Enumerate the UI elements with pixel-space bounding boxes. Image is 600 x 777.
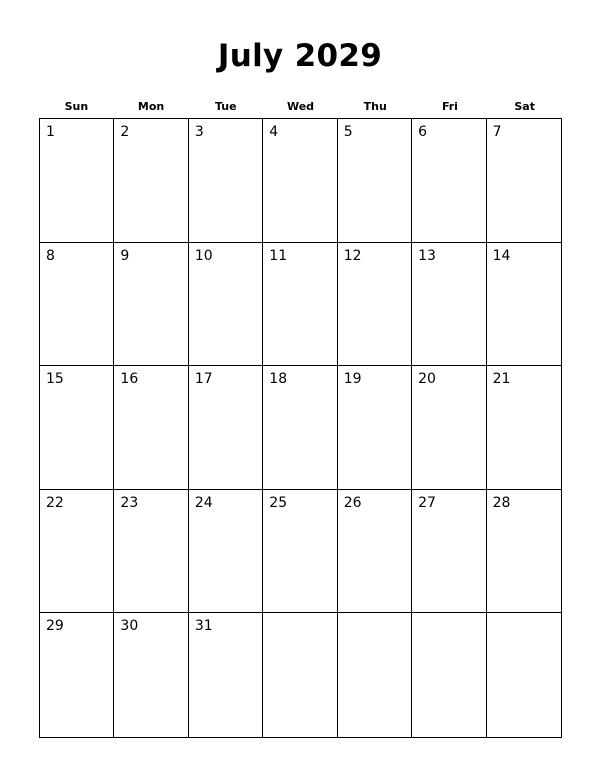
day-cell[interactable] <box>189 366 263 490</box>
day-cell[interactable] <box>40 613 114 737</box>
weekday-label: Sun <box>64 100 89 113</box>
day-number: 20 <box>418 371 436 388</box>
day-number: 19 <box>343 371 362 388</box>
day-cell[interactable] <box>114 613 188 737</box>
weekday-label: Thu <box>363 100 387 113</box>
day-number: 25 <box>269 494 288 511</box>
day-number: 16 <box>120 371 139 388</box>
day-cell[interactable] <box>263 366 337 490</box>
day-cell[interactable] <box>412 490 486 614</box>
day-number: 11 <box>269 247 288 264</box>
day-cell[interactable] <box>412 119 486 243</box>
day-number: 30 <box>120 618 139 635</box>
weekday-header-row <box>39 98 562 116</box>
weekday-label: Tue <box>215 100 237 113</box>
day-cell[interactable] <box>487 243 561 367</box>
day-cell[interactable] <box>263 613 337 737</box>
day-cell[interactable] <box>487 119 561 243</box>
day-cell[interactable] <box>412 243 486 367</box>
day-cell[interactable] <box>189 490 263 614</box>
day-number: 12 <box>343 247 362 264</box>
day-cell[interactable] <box>263 119 337 243</box>
day-number: 3 <box>194 124 204 140</box>
day-cell[interactable] <box>338 243 412 367</box>
day-number: 18 <box>269 371 288 388</box>
day-cell[interactable] <box>189 119 263 243</box>
day-number: 5 <box>343 124 353 140</box>
day-number: 8 <box>46 247 55 264</box>
day-number: 1 <box>46 124 55 140</box>
calendar-title: July 2029 <box>217 38 383 74</box>
day-cell[interactable] <box>114 243 188 367</box>
day-cell[interactable] <box>40 119 114 243</box>
day-cell[interactable] <box>487 613 561 737</box>
day-cell[interactable] <box>114 119 188 243</box>
day-number: 6 <box>418 124 428 140</box>
day-number: 4 <box>269 124 279 140</box>
weekday-label: Wed <box>286 100 315 113</box>
day-cell[interactable] <box>114 490 188 614</box>
day-number: 9 <box>120 247 130 264</box>
day-number: 14 <box>492 247 511 264</box>
day-cell[interactable] <box>487 490 561 614</box>
day-number: 2 <box>120 124 130 140</box>
weekday-label: Fri <box>441 100 458 113</box>
day-number: 28 <box>492 494 511 511</box>
day-number: 26 <box>343 494 362 511</box>
day-cell[interactable] <box>40 243 114 367</box>
day-cell[interactable] <box>338 119 412 243</box>
day-cell[interactable] <box>338 613 412 737</box>
day-cell[interactable] <box>338 366 412 490</box>
day-cell[interactable] <box>263 490 337 614</box>
day-number: 27 <box>418 494 436 511</box>
day-number: 21 <box>492 371 511 388</box>
day-number: 15 <box>46 371 64 388</box>
day-cell[interactable] <box>40 490 114 614</box>
day-cell[interactable] <box>338 490 412 614</box>
day-number: 10 <box>194 247 213 264</box>
day-number: 13 <box>418 247 436 264</box>
day-number: 7 <box>492 124 502 140</box>
weekday-label: Mon <box>137 100 165 113</box>
day-cell[interactable] <box>263 243 337 367</box>
day-cell[interactable] <box>189 243 263 367</box>
day-cell[interactable] <box>114 366 188 490</box>
day-cell[interactable] <box>487 366 561 490</box>
day-cell[interactable] <box>40 366 114 490</box>
day-number: 31 <box>194 618 213 635</box>
calendar-grid <box>39 118 562 738</box>
weekday-label: Sat <box>514 100 535 113</box>
day-number: 29 <box>46 618 64 635</box>
day-number: 24 <box>194 494 213 511</box>
day-cell[interactable] <box>412 366 486 490</box>
day-cell[interactable] <box>189 613 263 737</box>
day-number: 17 <box>194 371 213 388</box>
day-number: 23 <box>120 494 139 511</box>
day-number: 22 <box>46 494 64 511</box>
day-cell[interactable] <box>412 613 486 737</box>
